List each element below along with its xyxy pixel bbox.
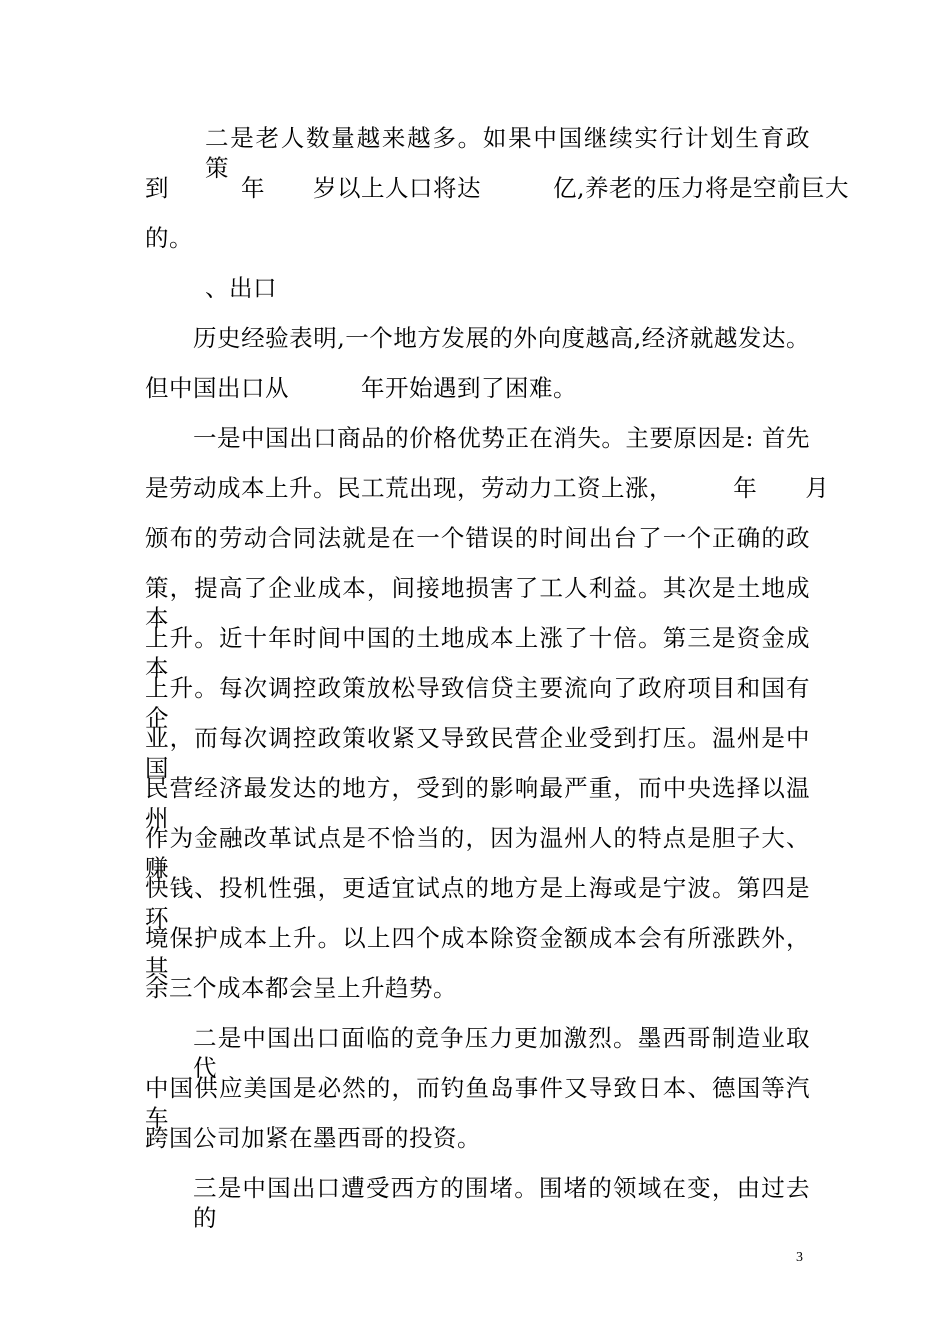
paragraph-line: 到 年 岁以上人口将达 亿,养老的压力将是空前巨大	[145, 174, 849, 202]
paragraph-line: 的。	[145, 224, 193, 252]
paragraph-line: 上升。近十年时间中国的土地成本上涨了十倍。第三是资金成本	[145, 624, 810, 682]
paragraph-line: 民营经济最发达的地方，受到的影响最严重，而中央选择以温州	[145, 774, 810, 832]
paragraph-line: 上升。每次调控政策放松导致信贷主要流向了政府项目和国有企	[145, 674, 810, 732]
page-number: 3	[796, 1250, 803, 1265]
paragraph-line: 余三个成本都会呈上升趋势。	[145, 974, 457, 1002]
paragraph-line: 快钱、投机性强，更适宜试点的地方是上海或是宁波。第四是环	[145, 874, 810, 932]
paragraph-line: 境保护成本上升。以上四个成本除资金额成本会有所涨跌外，其	[145, 924, 810, 982]
section-heading: 、出口	[205, 274, 277, 302]
paragraph-line: 跨国公司加紧在墨西哥的投资。	[145, 1124, 481, 1152]
paragraph-line: 三是中国出口遭受西方的围堵。围堵的领域在变，由过去的	[193, 1174, 810, 1232]
paragraph-line: 策，提高了企业成本，间接地损害了工人利益。其次是土地成本	[145, 574, 810, 632]
paragraph-line: 但中国出口从 年开始遇到了困难。	[145, 374, 577, 402]
paragraph-line: 一是中国出口商品的价格优势正在消失。主要原因是: 首先	[193, 424, 810, 452]
paragraph-line: 二是中国出口面临的竞争压力更加激烈。墨西哥制造业取代	[193, 1024, 810, 1082]
paragraph-line: 中国供应美国是必然的，而钓鱼岛事件又导致日本、德国等汽车	[145, 1074, 810, 1132]
paragraph-line: 历史经验表明,一个地方发展的外向度越高,经济就越发达。	[193, 324, 810, 352]
paragraph-line: 是劳动成本上升。民工荒出现，劳动力工资上涨， 年 月	[145, 474, 830, 502]
paragraph-line: 二是老人数量越来越多。如果中国继续实行计划生育政策，	[205, 124, 810, 182]
paragraph-line: 业，而每次调控政策收紧又导致民营企业受到打压。温州是中国	[145, 724, 810, 782]
paragraph-line: 颁布的劳动合同法就是在一个错误的时间出台了一个正确的政	[145, 524, 810, 552]
paragraph-line: 作为金融改革试点是不恰当的，因为温州人的特点是胆子大、赚	[145, 824, 810, 882]
